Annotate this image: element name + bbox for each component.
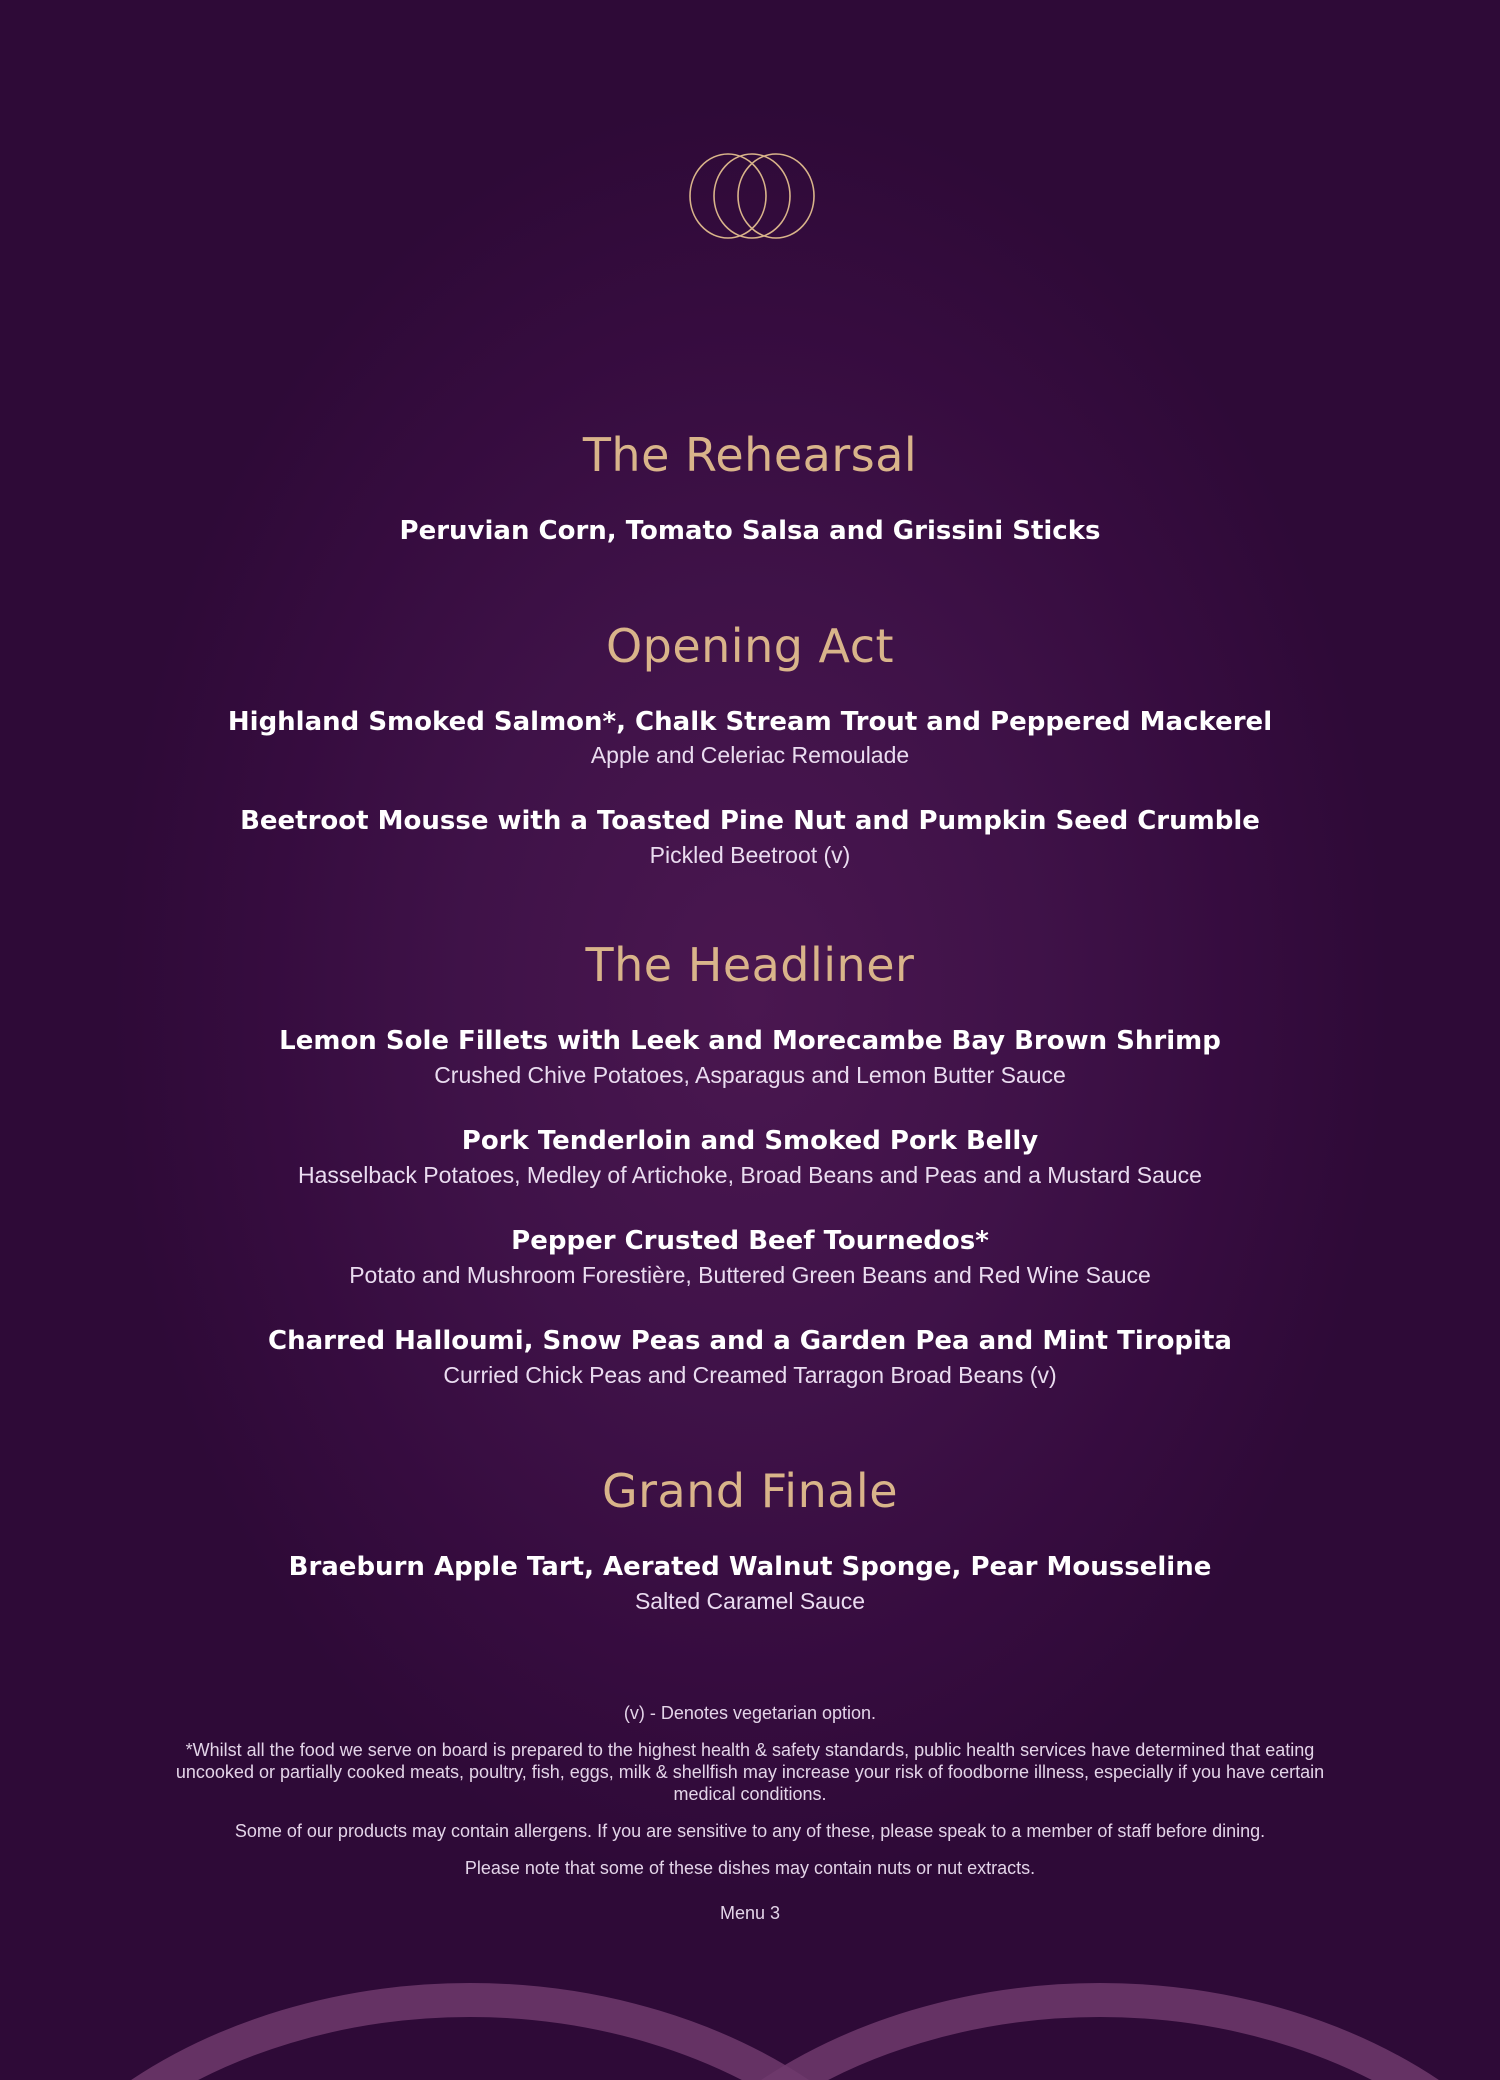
dish-name: Braeburn Apple Tart, Aerated Walnut Sponge, Pear Mousseline bbox=[288, 1552, 1212, 1582]
dish-name: Peruvian Corn, Tomato Salsa and Grissini Sticks bbox=[399, 516, 1101, 546]
dish-name: Lemon Sole Fillets with Leek and Morecambe Bay Brown Shrimp bbox=[279, 1026, 1221, 1056]
section-title-headliner: The Headliner bbox=[585, 938, 915, 992]
menu-number: Menu 3 bbox=[719, 1903, 781, 1923]
dish-description: Salted Caramel Sauce bbox=[634, 1588, 866, 1614]
dish-description: Hasselback Potatoes, Medley of Artichoke, Broad Beans and Peas and a Mustard Sauce bbox=[298, 1162, 1202, 1188]
dish-description: Curried Chick Peas and Creamed Tarragon Broad Beans (v) bbox=[443, 1362, 1057, 1388]
dish-description: Pickled Beetroot (v) bbox=[649, 842, 851, 868]
dish-name: Pork Tenderloin and Smoked Pork Belly bbox=[461, 1126, 1039, 1156]
decorative-arcs bbox=[0, 1940, 1500, 2080]
section-title-rehearsal: The Rehearsal bbox=[582, 428, 918, 482]
vegetarian-note: (v) - Denotes vegetarian option. bbox=[623, 1703, 877, 1723]
interlocking-rings-icon bbox=[688, 150, 816, 242]
allergen-note: Some of our products may contain allergens. If you are sensitive to any of these, please speak to a member of staff before dining. bbox=[234, 1821, 1266, 1841]
dish-description: Crushed Chive Potatoes, Asparagus and Lemon Butter Sauce bbox=[434, 1062, 1066, 1088]
dish-description: Apple and Celeriac Remoulade bbox=[590, 742, 910, 768]
dish-description: Potato and Mushroom Forestière, Buttered Green Beans and Red Wine Sauce bbox=[349, 1262, 1151, 1288]
health-disclaimer: *Whilst all the food we serve on board is prepared to the highest health & safety standards, public health services have determined that eating uncooked or partially cooked meats, poultry, fish, eggs, milk & shellfish may increase your risk of foodborne illness, especially if you have certain medical conditions. bbox=[175, 1740, 1325, 1804]
dish-name: Charred Halloumi, Snow Peas and a Garden Pea and Mint Tiropita bbox=[268, 1326, 1232, 1356]
dish-name: Highland Smoked Salmon*, Chalk Stream Trout and Peppered Mackerel bbox=[227, 707, 1273, 737]
section-title-grand-finale: Grand Finale bbox=[601, 1464, 899, 1518]
nuts-note: Please note that some of these dishes may contain nuts or nut extracts. bbox=[464, 1858, 1036, 1878]
dish-name: Beetroot Mousse with a Toasted Pine Nut and Pumpkin Seed Crumble bbox=[240, 806, 1260, 836]
dish-name: Pepper Crusted Beef Tournedos* bbox=[511, 1226, 989, 1256]
section-title-opening-act: Opening Act bbox=[605, 619, 895, 673]
